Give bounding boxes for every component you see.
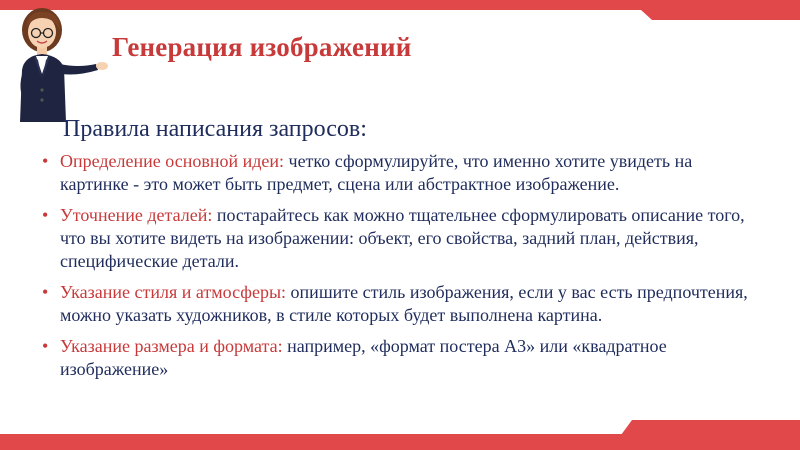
businesswoman-illustration [4, 4, 114, 122]
bullet-marker: • [42, 205, 49, 225]
bullet-marker: • [42, 282, 49, 302]
rule-description: опишите стиль изображения, если у вас есть предпочтения, можно указать художников, в стиле которых будет выполнена картина. [60, 282, 748, 325]
rule-description: например, «формат постера А3» или «квадратное изображение» [60, 336, 667, 379]
list-item [42, 335, 762, 381]
list-item [42, 150, 762, 196]
rule-description: четко сформулируйте, что именно хотите увидеть на картинке - это может быть предмет, сцена или абстрактное изображение. [60, 151, 693, 194]
rule-term: Указание стиля и атмосферы: [60, 282, 287, 302]
top-right-accent-shape [630, 0, 800, 20]
rule-description: постарайтесь как можно тщательнее сформулировать описание того, что вы хотите видеть на изображении: объект, его свойства, задний план, действия, специфические детали. [60, 205, 745, 271]
list-item [42, 204, 762, 273]
bullet-marker: • [42, 336, 49, 356]
rule-term: Уточнение деталей: [60, 205, 213, 225]
rule-term: Определение основной идеи: [60, 151, 285, 171]
slide-subtitle: Правила написания запросов: [63, 116, 367, 142]
rules-list [42, 150, 762, 389]
bullet-marker: • [42, 151, 49, 171]
bottom-right-accent-shape [610, 420, 800, 450]
rule-term: Указание размера и формата: [60, 336, 283, 356]
list-item [42, 281, 762, 327]
slide-title: Генерация изображений [112, 32, 412, 62]
